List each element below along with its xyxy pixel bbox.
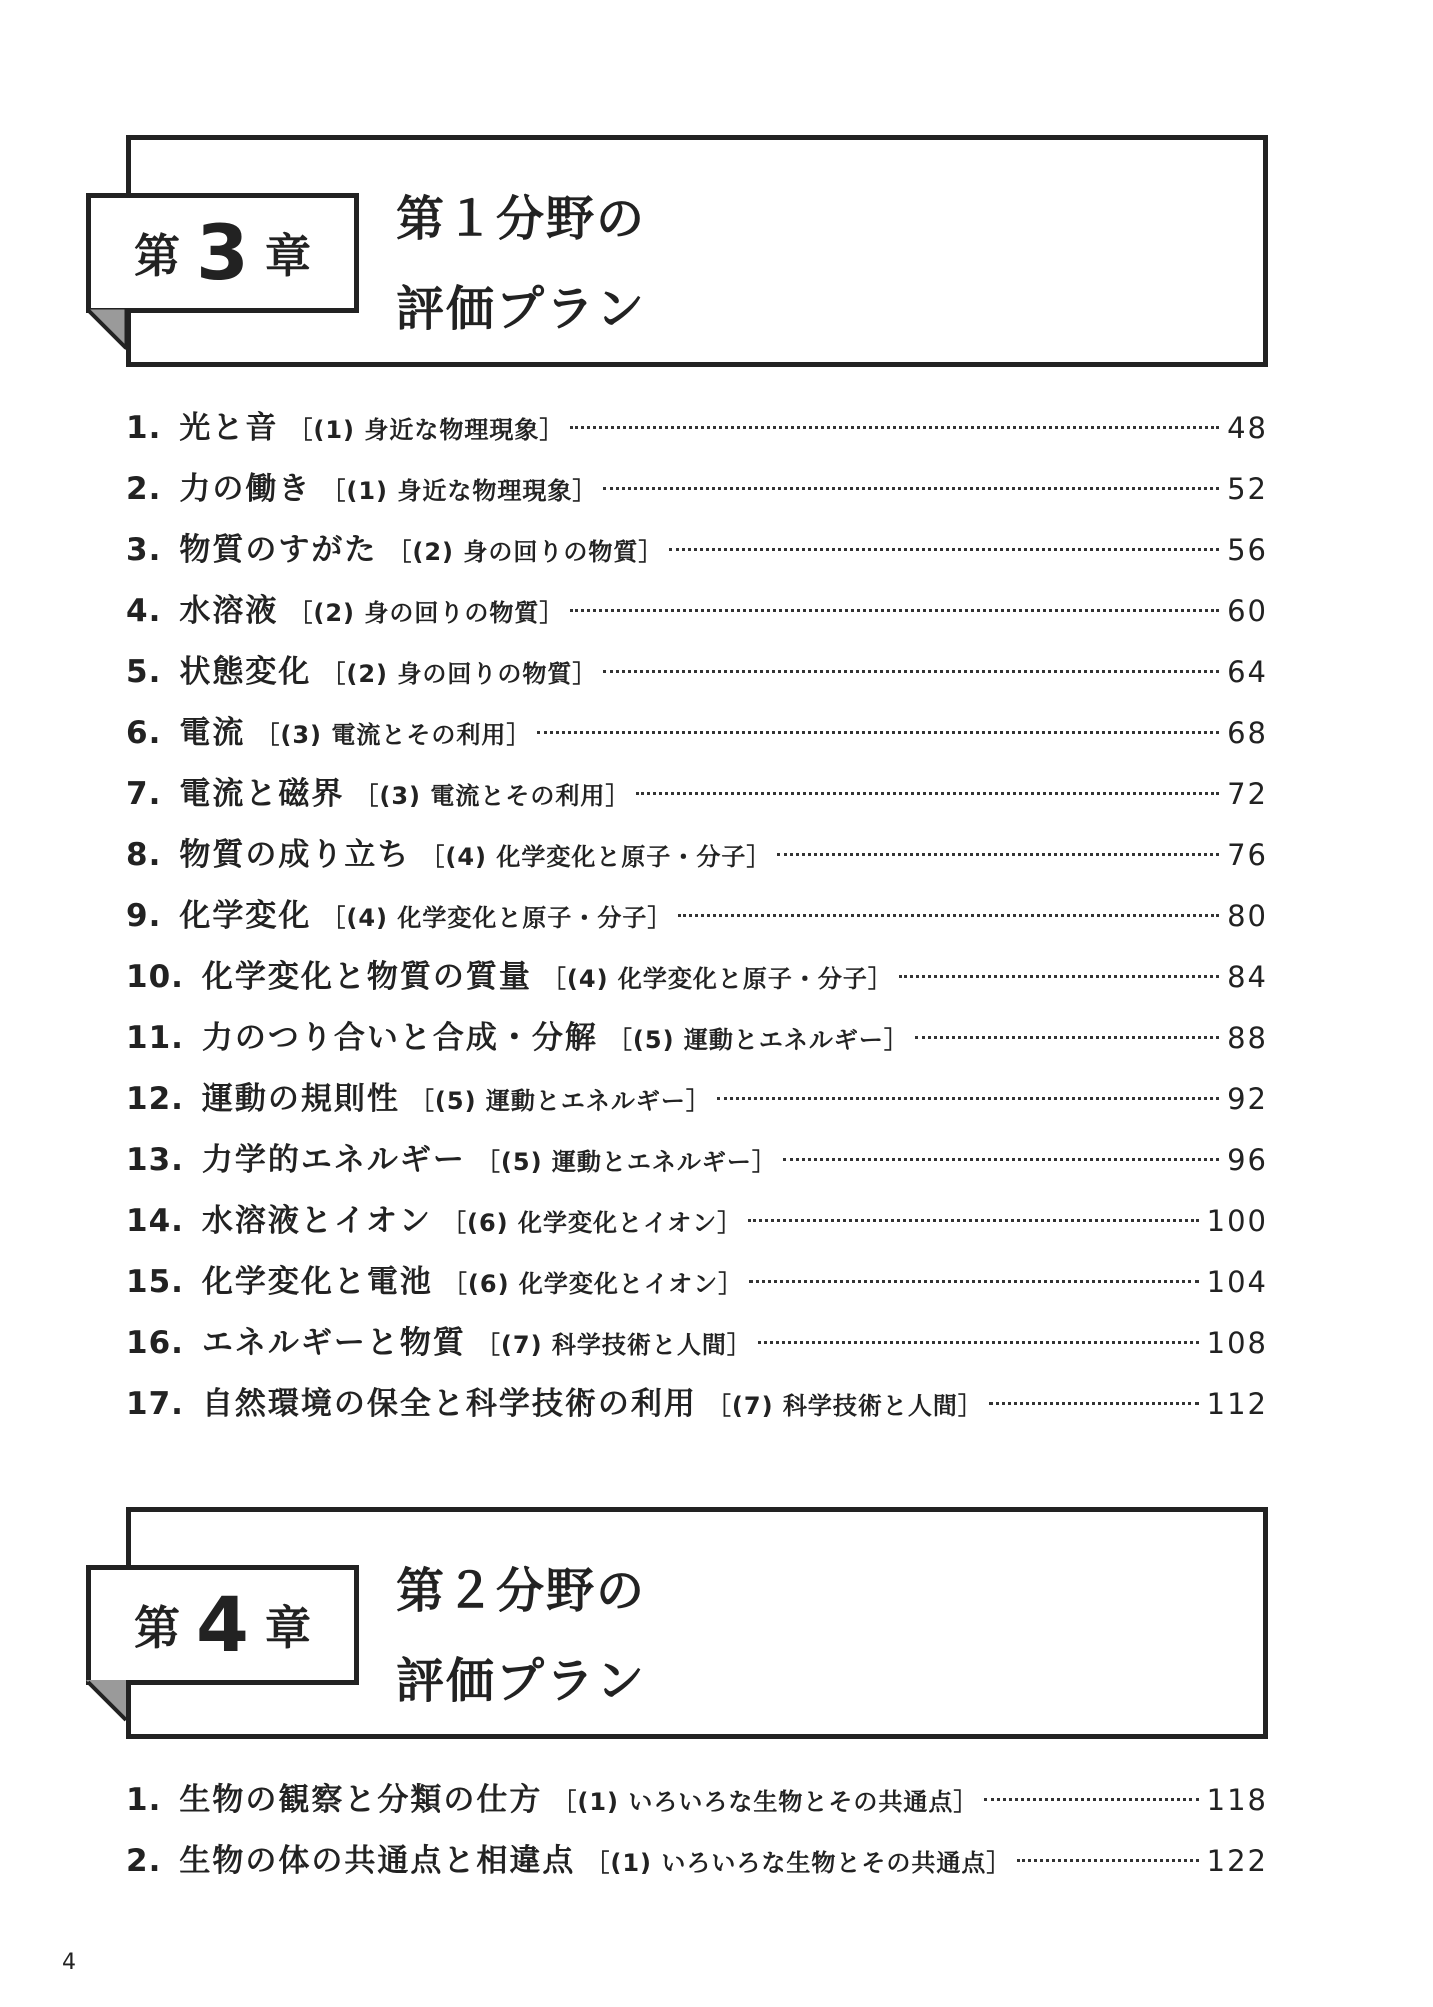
toc-entry-title: 自然環境の保全と科学技術の利用 xyxy=(201,1386,697,1422)
toc-entry-page: 56 xyxy=(1227,533,1268,567)
toc-entry-title: 水溶液 xyxy=(179,593,279,629)
chapter-4-fold-corner xyxy=(86,1680,131,1725)
toc-entry-number: 10. xyxy=(126,959,184,995)
toc-entry-unit: ［(2) 身の回りの物質］ xyxy=(387,538,664,566)
chapter-3-suffix: 章 xyxy=(264,229,311,283)
toc-dot-leader xyxy=(636,792,1219,795)
chapter-3-fold-corner xyxy=(86,308,131,353)
toc-entry-page: 64 xyxy=(1227,655,1268,689)
toc-entry-number: 3. xyxy=(126,532,162,568)
toc-entry-unit: ［(2) 身の回りの物質］ xyxy=(288,599,565,627)
toc-dot-leader xyxy=(603,670,1219,673)
toc-entry-number: 12. xyxy=(126,1081,184,1117)
chapter-3-title xyxy=(396,174,646,354)
toc-entry-title: 生物の観察と分類の仕方 xyxy=(179,1782,543,1818)
toc-dot-leader xyxy=(570,609,1219,612)
toc-entry-unit: ［(1) いろいろな生物とその共通点］ xyxy=(585,1849,1012,1877)
toc-entry-title: エネルギーと物質 xyxy=(201,1325,466,1361)
toc-entry-number: 8. xyxy=(126,837,162,873)
toc-entry-number: 6. xyxy=(126,715,162,751)
toc-entry-title: 化学変化と物質の質量 xyxy=(201,959,532,995)
toc-entry-page: 48 xyxy=(1227,411,1268,445)
toc-dot-leader xyxy=(984,1798,1198,1801)
toc-dot-leader xyxy=(603,487,1219,490)
toc-entry-title: 化学変化と電池 xyxy=(201,1264,433,1300)
toc-entry[interactable] xyxy=(126,1130,1268,1191)
toc-entry-title: 力学的エネルギー xyxy=(201,1142,466,1178)
chapter-4-toc xyxy=(126,1770,1268,1892)
toc-entry-page: 118 xyxy=(1206,1783,1268,1817)
chapter-4-title xyxy=(396,1546,646,1726)
toc-entry[interactable] xyxy=(126,459,1268,520)
toc-entry[interactable] xyxy=(126,886,1268,947)
toc-entry[interactable] xyxy=(126,642,1268,703)
toc-entry-page: 104 xyxy=(1206,1265,1268,1299)
chapter-3-tab xyxy=(86,193,359,313)
toc-dot-leader xyxy=(570,426,1219,429)
toc-entry-page: 100 xyxy=(1206,1204,1268,1238)
chapter-4-tab xyxy=(86,1565,359,1685)
toc-dot-leader xyxy=(915,1036,1219,1039)
toc-entry-title: 水溶液とイオン xyxy=(201,1203,432,1239)
toc-entry[interactable] xyxy=(126,398,1268,459)
toc-entry-number: 4. xyxy=(126,593,162,629)
toc-entry-number: 13. xyxy=(126,1142,184,1178)
toc-entry-number: 14. xyxy=(126,1203,184,1239)
toc-entry-page: 60 xyxy=(1227,594,1268,628)
toc-entry-number: 1. xyxy=(126,410,162,446)
toc-dot-leader xyxy=(758,1341,1199,1344)
toc-entry-unit: ［(5) 運動とエネルギー］ xyxy=(409,1087,711,1115)
toc-entry-unit: ［(5) 運動とエネルギー］ xyxy=(475,1148,777,1176)
toc-entry-unit: ［(1) いろいろな生物とその共通点］ xyxy=(552,1788,979,1816)
toc-entry-unit: ［(4) 化学変化と原子・分子］ xyxy=(321,904,673,932)
toc-dot-leader xyxy=(717,1097,1219,1100)
toc-entry-title: 光と音 xyxy=(179,410,279,446)
toc-entry-number: 1. xyxy=(126,1782,162,1818)
toc-entry[interactable] xyxy=(126,1770,1268,1831)
toc-entry-number: 5. xyxy=(126,654,162,690)
chapter-4-title-line2: 評価プラン xyxy=(396,1653,647,1709)
toc-dot-leader xyxy=(783,1158,1219,1161)
toc-entry-title: 状態変化 xyxy=(179,654,312,690)
toc-entry-title: 電流と磁界 xyxy=(179,776,345,812)
toc-entry[interactable] xyxy=(126,1069,1268,1130)
toc-entry[interactable] xyxy=(126,825,1268,886)
chapter-3-title-line2: 評価プラン xyxy=(396,281,647,337)
toc-entry-title: 力の働き xyxy=(179,471,312,507)
toc-entry[interactable] xyxy=(126,581,1268,642)
toc-entry-page: 76 xyxy=(1227,838,1268,872)
toc-entry[interactable] xyxy=(126,947,1268,1008)
toc-entry-unit: ［(2) 身の回りの物質］ xyxy=(321,660,598,688)
toc-entry-page: 52 xyxy=(1227,472,1268,506)
toc-dot-leader xyxy=(1017,1859,1198,1862)
toc-dot-leader xyxy=(678,914,1219,917)
toc-entry-page: 112 xyxy=(1206,1387,1268,1421)
toc-entry-title: 生物の体の共通点と相違点 xyxy=(179,1843,576,1879)
toc-entry-page: 84 xyxy=(1227,960,1268,994)
toc-entry[interactable] xyxy=(126,1831,1268,1892)
toc-entry-unit: ［(7) 科学技術と人間］ xyxy=(475,1331,752,1359)
toc-dot-leader xyxy=(777,853,1219,856)
toc-entry-number: 2. xyxy=(126,1843,162,1879)
toc-entry-page: 88 xyxy=(1227,1021,1268,1055)
toc-dot-leader xyxy=(537,731,1219,734)
toc-entry-page: 122 xyxy=(1206,1844,1268,1878)
toc-entry-page: 72 xyxy=(1227,777,1268,811)
chapter-4-title-line1: 第２分野の xyxy=(396,1563,647,1619)
toc-entry[interactable] xyxy=(126,764,1268,825)
toc-entry-number: 2. xyxy=(126,471,162,507)
toc-entry-unit: ［(6) 化学変化とイオン］ xyxy=(442,1270,744,1298)
chapter-4-prefix: 第 xyxy=(134,1601,181,1655)
chapter-3-number: 3 xyxy=(196,208,249,297)
toc-entry[interactable] xyxy=(126,1252,1268,1313)
toc-entry[interactable] xyxy=(126,520,1268,581)
toc-entry-page: 92 xyxy=(1227,1082,1268,1116)
toc-dot-leader xyxy=(899,975,1219,978)
toc-entry-unit: ［(7) 科学技術と人間］ xyxy=(706,1392,983,1420)
toc-entry[interactable] xyxy=(126,1313,1268,1374)
toc-entry-page: 80 xyxy=(1227,899,1268,933)
toc-dot-leader xyxy=(749,1280,1198,1283)
toc-entry-unit: ［(4) 化学変化と原子・分子］ xyxy=(420,843,772,871)
chapter-3-toc xyxy=(126,398,1268,1435)
toc-entry-unit: ［(4) 化学変化と原子・分子］ xyxy=(541,965,893,993)
toc-entry-unit: ［(6) 化学変化とイオン］ xyxy=(442,1209,743,1237)
toc-entry-number: 9. xyxy=(126,898,162,934)
toc-entry-title: 運動の規則性 xyxy=(201,1081,400,1117)
toc-entry[interactable] xyxy=(126,1374,1268,1435)
toc-entry-page: 96 xyxy=(1227,1143,1268,1177)
toc-entry-unit: ［(1) 身近な物理現象］ xyxy=(288,416,565,444)
toc-entry-title: 物質のすがた xyxy=(179,532,378,568)
toc-entry-unit: ［(5) 運動とエネルギー］ xyxy=(607,1026,909,1054)
chapter-3-title-line1: 第１分野の xyxy=(396,191,647,247)
toc-dot-leader xyxy=(989,1402,1199,1405)
chapter-4-number: 4 xyxy=(196,1580,249,1669)
toc-entry[interactable] xyxy=(126,703,1268,764)
chapter-4-suffix: 章 xyxy=(264,1601,311,1655)
toc-dot-leader xyxy=(669,548,1219,551)
toc-entry-page: 68 xyxy=(1227,716,1268,750)
toc-entry[interactable] xyxy=(126,1191,1268,1252)
toc-entry-title: 物質の成り立ち xyxy=(179,837,411,873)
toc-entry-title: 力のつり合いと合成・分解 xyxy=(201,1020,598,1056)
toc-entry-unit: ［(3) 電流とその利用］ xyxy=(255,721,532,749)
toc-entry-unit: ［(3) 電流とその利用］ xyxy=(354,782,631,810)
page-number: 4 xyxy=(62,1950,76,1975)
toc-entry-number: 15. xyxy=(126,1264,184,1300)
chapter-3-prefix: 第 xyxy=(134,229,181,283)
toc-entry-number: 17. xyxy=(126,1386,184,1422)
toc-entry-number: 16. xyxy=(126,1325,184,1361)
toc-dot-leader xyxy=(748,1219,1198,1222)
toc-entry-number: 7. xyxy=(126,776,162,812)
toc-entry-title: 化学変化 xyxy=(179,898,312,934)
toc-entry-unit: ［(1) 身近な物理現象］ xyxy=(321,477,598,505)
toc-entry-page: 108 xyxy=(1206,1326,1268,1360)
toc-entry-number: 11. xyxy=(126,1020,184,1056)
toc-entry-title: 電流 xyxy=(179,715,246,751)
toc-entry[interactable] xyxy=(126,1008,1268,1069)
